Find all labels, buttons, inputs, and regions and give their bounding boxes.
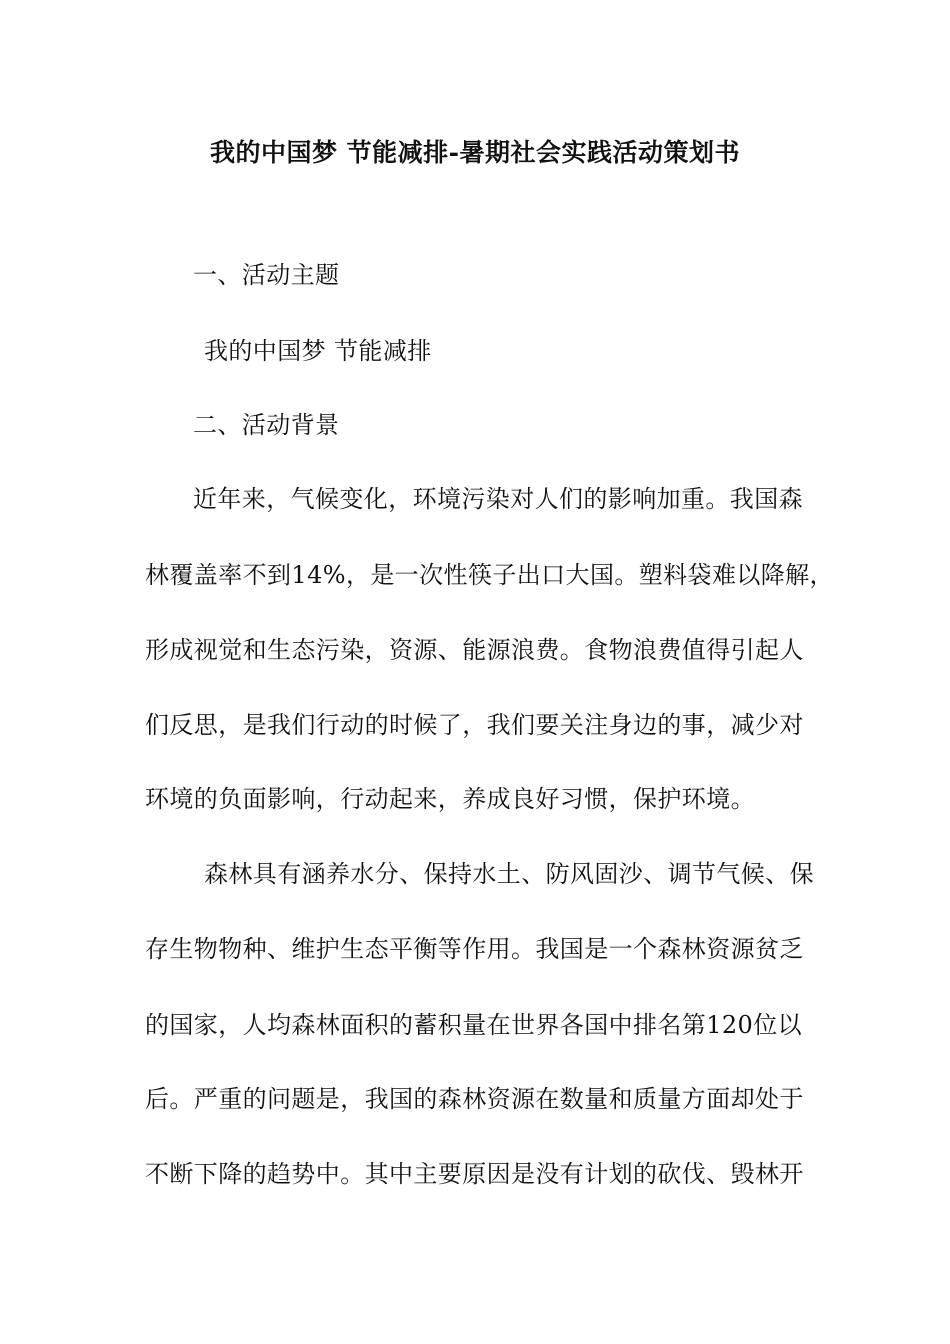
paragraph-line: 环境的负面影响，行动起来，养成良好习惯，保护环境。 <box>145 785 755 813</box>
paragraph-line: 后。严重的问题是，我国的森林资源在数量和质量方面却处于 <box>145 1085 804 1113</box>
paragraph-line: 森林具有涵养水分、保持水土、防风固沙、调节气候、保 <box>204 860 814 888</box>
paragraph-line: 不断下降的趋势中。其中主要原因是没有计划的砍伐、毁林开 <box>145 1160 804 1188</box>
paragraph-line: 的国家，人均森林面积的蓄积量在世界各国中排名第120位以 <box>145 1011 803 1039</box>
section-text-theme: 我的中国梦 节能减排 <box>204 337 432 365</box>
paragraph-line: 存生物物种、维护生态平衡等作用。我国是一个森林资源贫乏 <box>145 935 804 963</box>
paragraph-line: 林覆盖率不到14%，是一次性筷子出口大国。塑料袋难以降解， <box>145 561 834 589</box>
paragraph-line: 近年来，气候变化，环境污染对人们的影响加重。我国森 <box>193 485 803 513</box>
document-title: 我的中国梦 节能减排-暑期社会实践活动策划书 <box>209 138 741 167</box>
section-heading-background: 二、活动背景 <box>193 411 340 439</box>
paragraph-line: 们反思，是我们行动的时候了，我们要关注身边的事，减少对 <box>145 711 804 739</box>
section-heading-theme: 一、活动主题 <box>193 261 340 289</box>
paragraph-line: 形成视觉和生态污染，资源、能源浪费。食物浪费值得引起人 <box>145 636 804 664</box>
